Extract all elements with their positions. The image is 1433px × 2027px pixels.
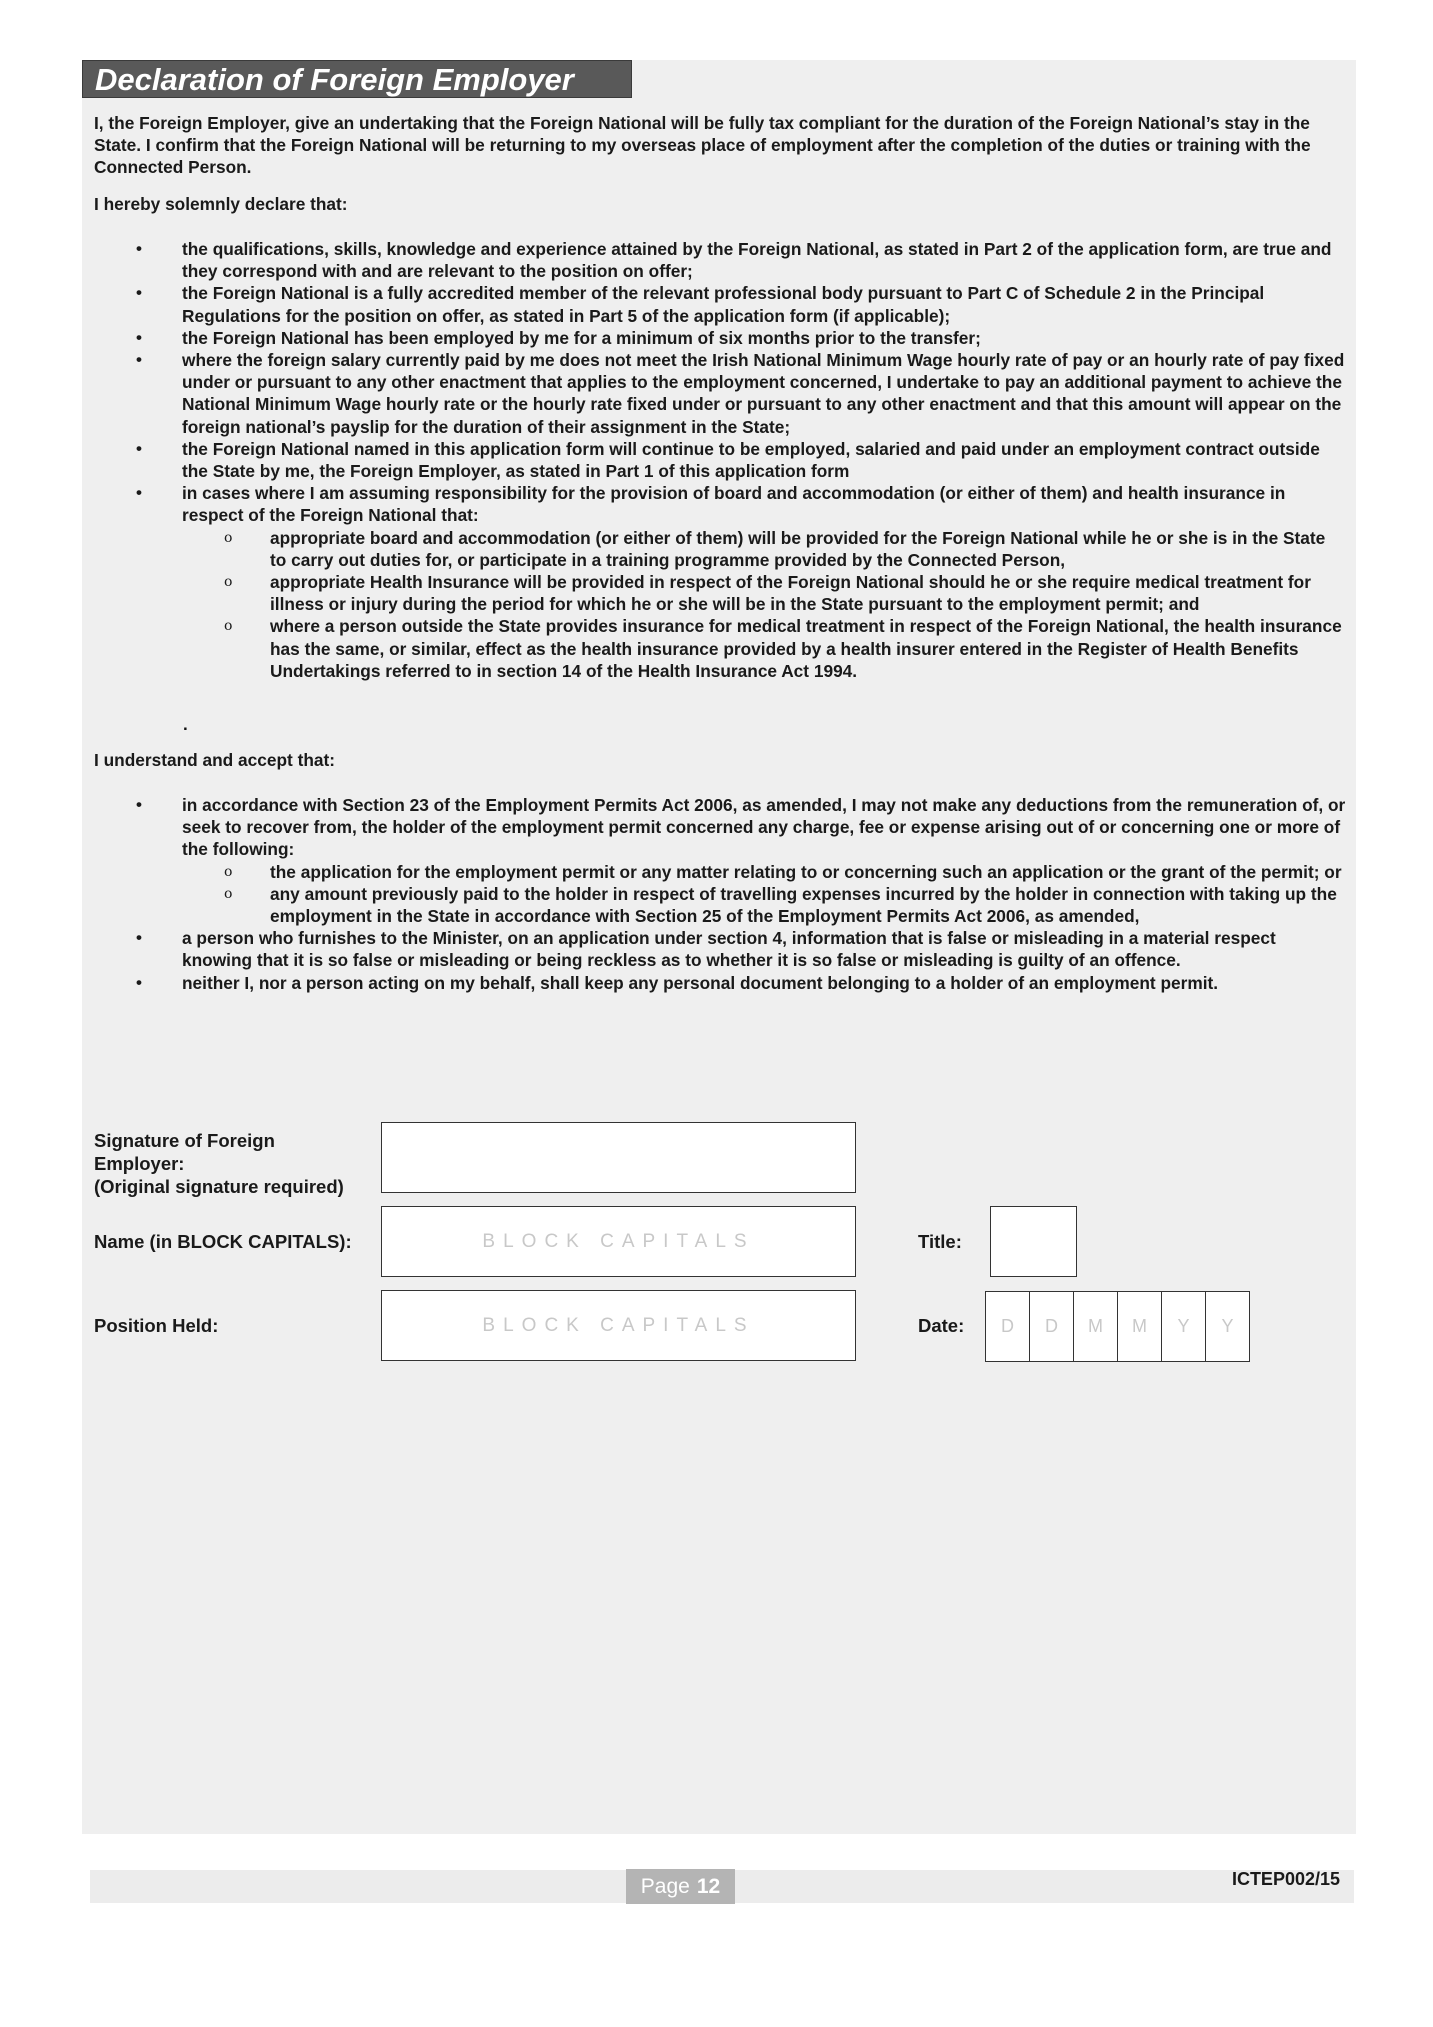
sub-list-item: o appropriate Health Insurance will be provided in respect of the Foreign National should he or she require medical treatment for illness or injury during the period for which he or she will be in the State pursuant to the employment permit; and <box>224 572 1311 615</box>
stray-dot: . <box>183 715 188 734</box>
section-heading-text: Declaration of Foreign Employer <box>95 62 574 97</box>
bullet-icon: • <box>136 283 142 303</box>
sub-bullet-icon: o <box>224 618 233 635</box>
form-code: ICTEP002/15 <box>1231 1869 1340 1889</box>
list-item: • a person who furnishes to the Minister, on an application under section 4, information that is false or misleading in a material respect knowing that it is so false or misleading or being reckless as to whether it is so false or misleading is guilty of an offence. <box>136 928 1276 971</box>
page-word: Page <box>640 1874 690 1898</box>
list-item: • the Foreign National is a fully accredited member of the relevant professional body pursuant to Part C of Schedule 2 in the Principal Regulations for the position on offer, as stated in Part 5 of the application form (if applicable); <box>136 283 1265 326</box>
date-cell-day-2[interactable]: D <box>1029 1291 1074 1362</box>
page-indicator <box>626 1869 735 1904</box>
date-label: Date: <box>918 1315 965 1336</box>
sub-list-item: o appropriate board and accommodation (or either of them) will be provided for the Foreign National while he or she is in the State to carry out duties for, or participate in a training programme provided by the Connected Person, <box>224 527 1326 570</box>
name-label: Name (in BLOCK CAPITALS): <box>94 1231 352 1252</box>
bullet-icon: • <box>136 928 142 948</box>
section-heading <box>82 60 632 98</box>
intro-paragraph: I, the Foreign Employer, give an undertaking that the Foreign National will be fully tax compliant for the duration of the Foreign National’s stay in the State. I confirm that the Foreign National will be returning to my overseas place of employment after the completion of the duties or training with the Connected Person. <box>94 113 1311 178</box>
accept-heading: I understand and accept that: <box>94 750 336 770</box>
sub-bullet-icon: o <box>224 529 233 546</box>
list-item: • the Foreign National named in this application form will continue to be employed, salaried and paid under an employment contract outside the State by me, the Foreign Employer, as stated in Part 1 of this application form <box>136 438 1320 482</box>
declare-heading: I hereby solemnly declare that: <box>94 194 348 214</box>
bullet-icon: • <box>136 350 142 370</box>
list-item: • where the foreign salary currently paid by me does not meet the Irish National Minimum Wage hourly rate of pay or an hourly rate of pay fixed under or pursuant to any other enactment that applies to the employment concerned, I undertake to pay an additional payment to achieve the National Minimum Wage hourly rate or the hourly rate fixed under or pursuant to any other enactment and that this amount will appear on the foreign national’s payslip for the duration of their assignment in the State; <box>136 350 1345 437</box>
bullet-icon: • <box>136 795 142 814</box>
sub-bullet-icon: o <box>224 885 233 902</box>
sub-list-item: o any amount previously paid to the holder in respect of travelling expenses incurred by the holder in connection with taking up the employment in the State in accordance with Section 25 of the Employment Permits Act 2006, as amended, <box>224 883 1337 927</box>
position-placeholder: BLOCK CAPITALS <box>482 1314 755 1336</box>
date-cell-year-1[interactable]: Y <box>1161 1291 1206 1362</box>
page-number: 12 <box>696 1874 721 1898</box>
signature-field[interactable] <box>381 1122 856 1193</box>
date-cell-year-2[interactable]: Y <box>1205 1291 1250 1362</box>
bullet-icon: • <box>136 239 142 258</box>
list-item: • the qualifications, skills, knowledge and experience attained by the Foreign National, as stated in Part 2 of the application form, are true and they correspond with and are relevant to the position on offer; <box>136 239 1332 282</box>
name-placeholder: BLOCK CAPITALS <box>482 1230 755 1252</box>
bullet-icon: • <box>136 483 142 503</box>
name-field[interactable] <box>381 1206 856 1277</box>
date-cell-month-2[interactable]: M <box>1117 1291 1162 1362</box>
sub-list-item: o the application for the employment permit or any matter relating to or concerning such an application or the grant of the permit; or <box>224 861 1342 882</box>
sub-list-item: o where a person outside the State provides insurance for medical treatment in respect of the Foreign National, the health insurance has the same, or similar, effect as the health insurance provided by a health insurer entered in the Register of Health Benefits Undertakings referred to in section 14 of the Health Insurance Act 1994. <box>224 616 1342 681</box>
acceptance-sublist <box>182 861 1346 928</box>
sub-bullet-icon: o <box>224 574 233 591</box>
date-cell-day-1[interactable]: D <box>985 1291 1030 1362</box>
bullet-icon: • <box>136 972 142 992</box>
declaration-list <box>94 238 1346 682</box>
list-item: • in accordance with Section 23 of the Employment Permits Act 2006, as amended, I may not make any deductions from the remuneration of, or seek to recover from, the holder of the employment permit concerned any charge, fee or expense arising out of or concerning one or more of the following: o the application for the employment permit or any matter relating to or concerning such an application or the grant of the permit; or o any amount previously paid to the holder in respect of travelling expenses incurred by the holder in connection with taking up the employment in the State in accordance with Section 25 of the Employment Permits Act 2006, as amended, <box>136 795 1346 927</box>
date-cell-month-1[interactable]: M <box>1073 1291 1118 1362</box>
list-item: • the Foreign National has been employed by me for a minimum of six months prior to the transfer; <box>136 327 981 348</box>
title-label: Title: <box>918 1231 962 1252</box>
bullet-icon: • <box>136 438 142 458</box>
title-field[interactable] <box>990 1206 1077 1277</box>
acceptance-list <box>94 794 1346 994</box>
list-item: • in cases where I am assuming responsibility for the provision of board and accommodation (or either of them) and health insurance in respect of the Foreign National that: o appropriate board and accommodation (or either of them) will be provided for the Foreign National while he or she is in the State to carry out duties for, or participate in a training programme provided by the Connected Person, o appropriate Health Insurance will be provided in respect of the Foreign National should he or she require medical treatment for illness or injury during the period for which he or she will be in the State pursuant to the employment permit; and o where a person outside the State provides insurance for medical treatment in respect of the Foreign National, the health insurance has the same, or similar, effect as the health insurance provided by a health insurer entered in the Register of Health Benefits Undertakings referred to in section 14 of the Health Insurance Act 1994. <box>94 482 1346 682</box>
bullet-icon: • <box>136 327 142 347</box>
list-item: • neither I, nor a person acting on my behalf, shall keep any personal document belonging to a holder of an employment permit. <box>136 972 1219 993</box>
position-label: Position Held: <box>94 1315 219 1336</box>
signature-label: Signature of Foreign Employer: (Original signature required) <box>94 1130 344 1197</box>
sub-bullet-icon: o <box>224 863 233 880</box>
declaration-sublist <box>182 527 1346 682</box>
position-field[interactable] <box>381 1290 856 1361</box>
